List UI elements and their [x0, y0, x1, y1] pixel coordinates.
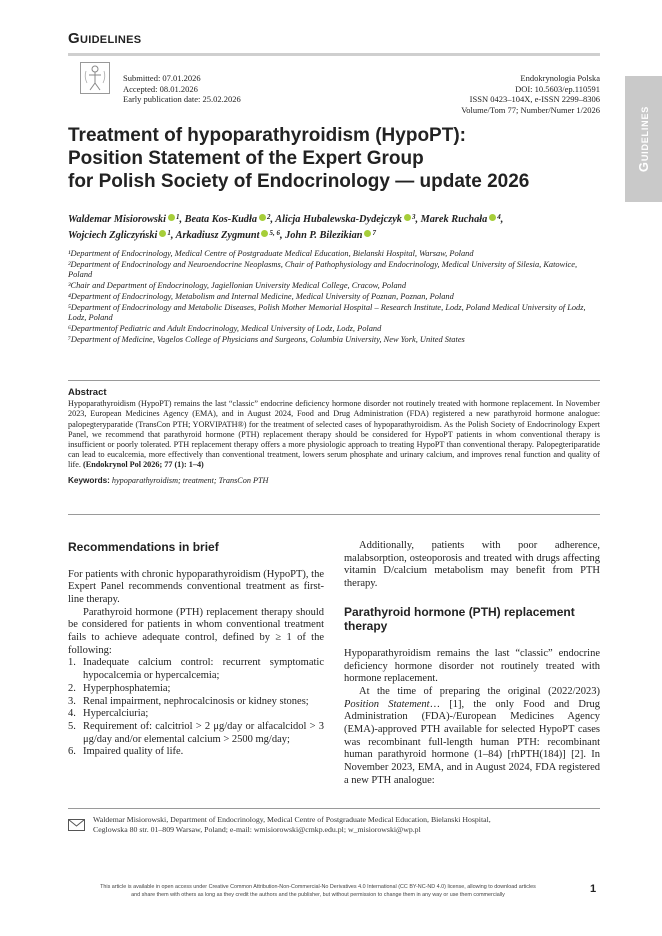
author-list: Waldemar Misiorowski $^1$, Beata Kos-Kudła $^2$, Alicja Hubalewska-Dydejczyk $^3$, Marek Ruchała $^4$, Wojciech Zgliczyński $^1$, Arkadiusz Zygmunt $^{5, 6}$, John P. Bilezikian $^7$ [68, 213, 504, 241]
mail-icon [68, 818, 85, 830]
author[interactable]: John P. Bilezikian $^7$ [285, 228, 376, 241]
title-line-2: Position Statement of the Expert Group [68, 148, 424, 169]
divider [68, 514, 600, 515]
section-heading: Parathyroid hormone (PTH) replacement therapy [344, 604, 575, 634]
abstract-heading: Abstract [68, 387, 107, 398]
license-note: This article is available in open access under Creative Common Attribution-Non-Commercial-No Derivatives 4.0 International (CC BY-NC-ND 4.0) license, allowing to download articles and share them with others as long as they credit the authors and the publisher, but without permission to change them in any way or use them commercially [100, 884, 536, 898]
title-line-3: for Polish Society of Endocrinology — update 2026 [68, 171, 530, 192]
paragraph: Additionally, patients with poor adherence, malabsorption, osteoporosis and treated with drugs affecting vitamin D/calcium metabolism may benefit from PTH therapy. [344, 540, 600, 590]
author[interactable]: Alicja Hubalewska-Dydejczyk $^3$ [275, 213, 416, 225]
affiliation: ³Chair and Department of Endocrinology, Jagiellonian University Medical College, Cracow, Poland [68, 281, 407, 291]
early-publication-date: Early publication date: 25.02.2026 [123, 94, 241, 104]
abstract-text: Hypoparathyroidism (HypoPT) remains the last “classic” endocrine deficiency hormone disorder not routinely treated with hormone replacement. In November 2023, European Medicines Agency (EMA), and in August 2024, Food and Drug Administration (FDA) registered a new parathyroid hormone analogue: palopegteryparatide (TransCon PTH; YORVIPATH®) for the treatment of selected cases of hypoparathyroidism. As the Polish Society of Endocrinology Expert Panel, we recommend that parathyroid hormone (PTH) replacement therapy should be considered for HypoPT patients in whom conventional therapy is insufficient or poorly tolerated. PTH replacement therapy offers a more physiologic approach to treating HypoPT than conventional therapy. Palopegteriparatide can lead to eucalcemia, more effectively than conventional treatment, lowers serum phosphate and urinary calcium, and improves renal function and quality of life. (Endokrynol Pol 2026; 77 (1): 1–4) [68, 399, 600, 470]
list-item: 1. Inadequate calcium control: recurrent symptomatic hypocalcemia or hypercalcemia; [68, 657, 324, 682]
header-bar [68, 53, 600, 56]
paragraph: For patients with chronic hypoparathyroidism (HypoPT), the Expert Panel recommends conventional treatment as first-line therapy. [68, 568, 324, 605]
side-tab [625, 76, 662, 202]
abstract [68, 388, 600, 486]
list-item: 3. Renal impairment, nephrocalcinosis or kidney stones; [68, 695, 309, 707]
left-column [68, 540, 324, 759]
affiliations [68, 249, 600, 345]
side-tab-label: Guidelines [636, 105, 651, 173]
list-item: 2. Hyperphosphatemia; [68, 682, 171, 694]
section-label: Guidelines [68, 30, 142, 47]
orcid-icon[interactable] [159, 230, 166, 237]
journal-issn: ISSN 0423–104X, e-ISSN 2299–8306 [469, 94, 600, 104]
paragraph: Hypoparathyroidism remains the last “classic” endocrine deficiency hormone disorder not routinely treated with hormone replacement. [344, 647, 600, 685]
author[interactable]: Marek Ruchała $^4$ [420, 213, 501, 225]
affiliation: ⁴Department of Endocrinology, Metabolism and Internal Medicine, Medical University of Poznan, Poznan, Poland [68, 291, 454, 301]
orcid-icon[interactable] [259, 214, 266, 221]
right-column [344, 540, 600, 788]
publication-dates [123, 73, 241, 105]
journal-volume: Volume/Tom 77; Number/Numer 1/2026 [461, 104, 600, 115]
list-item: 6. Impaired quality of life. [68, 746, 184, 758]
affiliation: ⁷Department of Medicine, Vagelos College of Physicians and Surgeons, Columbia University, New York, United States [68, 334, 465, 344]
paragraph: Parathyroid hormone (PTH) replacement therapy should be considered for patients in whom conventional treatment fails to achieve adequate control, defined by ≥ 1 of the following: [68, 606, 324, 656]
author[interactable]: Wojciech Zgliczyński $^1$ [68, 228, 171, 241]
journal-info [461, 73, 600, 115]
paragraph: At the time of preparing the original (2022/2023) Position Statement… [1], the only Food and Drug Administration (FDA)-/European Medicines Agency (EMA)-approved PTH available for selected HypoPT cases was recombinant full-length human PTH: recombinant human parathyroid hormone (1–84) [rhPTH(184)] [2]. In November 2023, EMA, and in August 2024, FDA registered a new PTH analogue: [344, 685, 600, 786]
author[interactable]: Waldemar Misiorowski $^1$ [68, 213, 180, 225]
journal-logo-icon [80, 62, 110, 94]
divider [68, 808, 600, 809]
list-item: 5. Requirement of: calcitriol > 2 μg/day or alfacalcidol > 3 μg/day and/or elemental calcium > 2500 mg/day; [68, 720, 324, 745]
divider [68, 380, 600, 381]
requirements-list [68, 657, 324, 759]
journal-name: Endokrynologia Polska [520, 73, 600, 83]
orcid-icon[interactable] [489, 214, 496, 221]
page-number: 1 [590, 883, 597, 895]
abstract-citation: (Endokrynol Pol 2026; 77 (1): 1–4) [83, 460, 204, 470]
section-heading: Recommendations in brief [68, 540, 219, 554]
author[interactable]: Beata Kos-Kudła $^2$ [184, 213, 271, 225]
title-line-1: Treatment of hypoparathyroidism (HypoPT): [68, 125, 466, 146]
accepted-date: Accepted: 08.01.2026 [123, 83, 198, 94]
orcid-icon[interactable] [168, 214, 175, 221]
correspondence-line: Waldemar Misiorowski, Department of Endocrinology, Medical Centre of Postgraduate Medical Education, Bielanski Hospital, [93, 815, 491, 824]
correspondence [93, 815, 593, 835]
affiliation: ¹Department of Endocrinology, Medical Centre of Postgraduate Medical Education, Bielanski Hospital, Warsaw, Poland [68, 249, 474, 258]
article-title [68, 124, 548, 193]
affiliation: ⁶Departmentof Pediatric and Adult Endocrinology, Medical University of Lodz, Lodz, Poland [68, 323, 382, 333]
orcid-icon[interactable] [364, 230, 371, 237]
journal-doi[interactable]: DOI: 10.5603/ep.110591 [515, 83, 600, 94]
correspondence-line[interactable]: Ceglowska 80 str. 01–809 Warsaw, Poland; e-mail: wmisiorowski@cmkp.edu.pl; w_misiorowski@wp.pl [93, 825, 421, 834]
affiliation: ²Department of Endocrinology and Neuroendocrine Neoplasms, Chair of Pathophysiology and Endocrinology, Medical University of Silesia, Katowice, Poland [68, 259, 578, 280]
affiliation: ⁵Department of Endocrinology and Metabolic Diseases, Polish Mother Memorial Hospital – Research Institute, Lodz, Poland Medical University of Lodz, Lodz, Poland [68, 302, 586, 323]
author[interactable]: Arkadiusz Zygmunt $^{5, 6}$ [175, 228, 280, 241]
keywords: Keywords: hypoparathyroidism; treatment; TransCon PTH [68, 475, 269, 485]
orcid-icon[interactable] [261, 230, 268, 237]
list-item: 4. Hypercalciuria; [68, 708, 149, 720]
orcid-icon[interactable] [404, 214, 411, 221]
submitted-date: Submitted: 07.01.2026 [123, 73, 201, 83]
